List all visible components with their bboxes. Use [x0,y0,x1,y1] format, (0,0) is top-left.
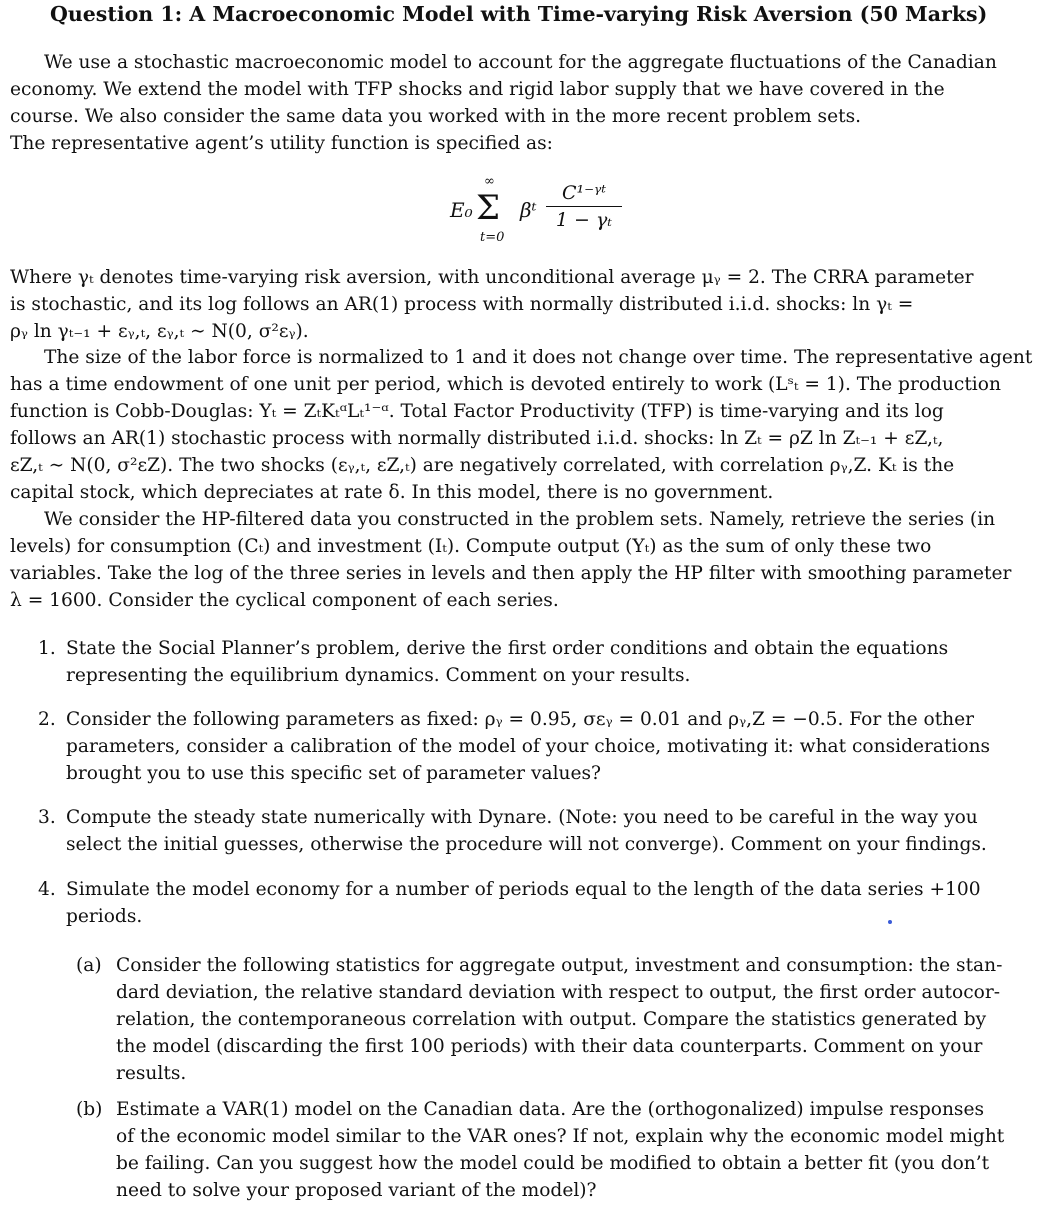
sub-item-line: results. [116,1063,187,1084]
sub-item-line: need to solve your proposed variant of the model)? [116,1180,597,1201]
sub-item-line: relation, the contemporaneous correlation with output. Compare the statistics generated by [116,1009,987,1030]
summation-sign: Σ [476,188,501,228]
discount-factor: βᵗ [520,198,537,222]
item-line: brought you to use this specific set of parameter values? [66,763,602,784]
item-line: select the initial guesses, otherwise the procedure will not converge). Comment on your findings. [66,834,987,855]
data-line: variables. Take the log of the three series in levels and then apply the HP filter with smoothing parameter [10,563,1012,584]
risk-line: Where γₜ denotes time-varying risk aversion, with unconditional average μᵧ = 2. The CRRA parameter [10,267,974,288]
sub-item-line: Consider the following statistics for aggregate output, investment and consumption: the stan- [116,955,1003,976]
item-line: Simulate the model economy for a number of periods equal to the length of the data series +100 [66,879,981,900]
fraction-denominator: 1 − γₜ [555,209,613,231]
intro-line: The representative agent’s utility function is specified as: [10,133,553,154]
sub-item-line: the model (discarding the first 100 periods) with their data counterparts. Comment on your [116,1036,983,1057]
intro-line: course. We also consider the same data you worked with in the more recent problem sets. [10,106,862,127]
utility-fraction [546,182,622,231]
fraction-numerator: C¹⁻ᵞᵗ [546,182,622,207]
item-line: periods. [66,906,143,927]
intro-line: economy. We extend the model with TFP shocks and rigid labor supply that we have covered in the [10,79,945,100]
sum-upper-limit: ∞ [484,174,495,189]
sum-lower-limit: t=0 [480,230,505,245]
labor-line: capital stock, which depreciates at rate δ. In this model, there is no government. [10,482,774,503]
sub-item-line: be failing. Can you suggest how the model could be modified to obtain a better fit (you don’t [116,1153,990,1174]
data-line: levels) for consumption (Cₜ) and investment (Iₜ). Compute output (Yₜ) as the sum of only these two [10,536,932,557]
item-line: State the Social Planner’s problem, derive the first order conditions and obtain the equations [66,638,949,659]
item-number: 1. [38,638,56,659]
sub-item-label: (b) [76,1099,103,1120]
labor-line: has a time endowment of one unit per period, which is devoted entirely to work (Lˢₜ = 1). The production [10,374,1001,395]
item-line: Compute the steady state numerically with Dynare. (Note: you need to be careful in the way you [66,807,978,828]
item-number: 4. [38,879,56,900]
labor-line: The size of the labor force is normalized to 1 and it does not change over time. The representative agent [44,347,1033,368]
question-title: Question 1: A Macroeconomic Model with Time-varying Risk Aversion (50 Marks) [50,2,988,26]
intro-line: We use a stochastic macroeconomic model to account for the aggregate fluctuations of the Canadian [44,52,997,73]
sub-item-line: Estimate a VAR(1) model on the Canadian data. Are the (orthogonalized) impulse responses [116,1099,985,1120]
item-number: 2. [38,709,56,730]
sub-item-label: (a) [76,955,102,976]
item-line: Consider the following parameters as fixed: ρᵧ = 0.95, σεᵧ = 0.01 and ρᵧ,Z = −0.5. For the other [66,709,975,730]
sub-item-line: of the economic model similar to the VAR ones? If not, explain why the economic model might [116,1126,1005,1147]
data-line: λ = 1600. Consider the cyclical component of each series. [10,590,559,611]
labor-line: function is Cobb-Douglas: Yₜ = ZₜKₜᵅLₜ¹⁻ᵅ. Total Factor Productivity (TFP) is time-varying and its log [10,401,944,422]
labor-line: εZ,ₜ ∼ N(0, σ²εZ). The two shocks (εᵧ,ₜ, εZ,ₜ) are negatively correlated, with correlation ρᵧ,Z. Kₜ is the [10,455,955,476]
sub-item-line: dard deviation, the relative standard deviation with respect to output, the first order autocor- [116,982,1000,1003]
item-line: representing the equilibrium dynamics. Comment on your results. [66,665,691,686]
stray-dot [888,920,892,924]
item-line: parameters, consider a calibration of the model of your choice, motivating it: what considerations [66,736,991,757]
data-line: We consider the HP-filtered data you constructed in the problem sets. Namely, retrieve the series (in [44,509,996,530]
labor-line: follows an AR(1) stochastic process with normally distributed i.i.d. shocks: ln Zₜ = ρZ ln Zₜ₋₁ + εZ,ₜ, [10,428,944,449]
item-number: 3. [38,807,56,828]
expectation-operator: E₀ [450,198,473,222]
risk-line: ρᵧ ln γₜ₋₁ + εᵧ,ₜ, εᵧ,ₜ ∼ N(0, σ²εᵧ). [10,321,309,342]
utility-equation [450,174,650,250]
risk-line: is stochastic, and its log follows an AR(1) process with normally distributed i.i.d. shocks: ln γₜ = [10,294,914,315]
